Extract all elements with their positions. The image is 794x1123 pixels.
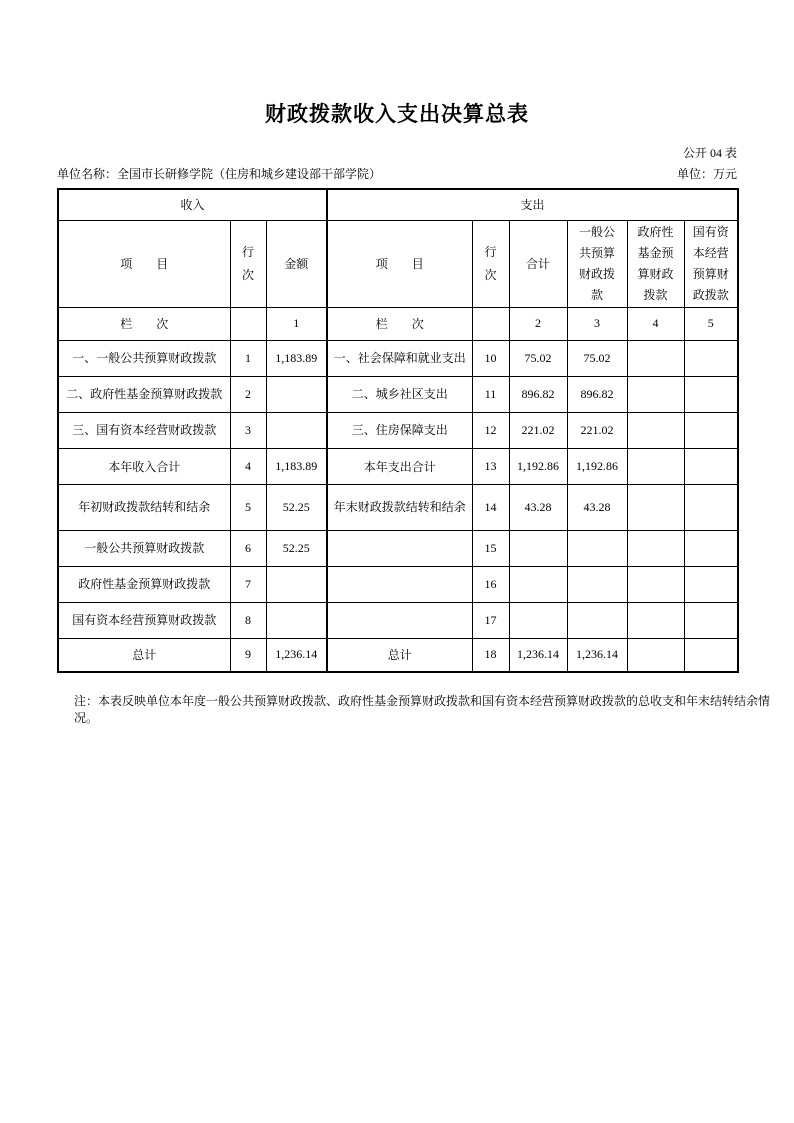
income-line-cell: 8 [230,602,266,638]
column-header-row [58,220,738,307]
income-item-cell: 本年收入合计 [58,448,230,484]
expense-item-cell: 二、城乡社区支出 [327,376,472,412]
gov-fund-cell [627,412,684,448]
income-section-header: 收入 [58,189,327,220]
amount-cell: 52.25 [266,530,327,566]
expense-item-cell: 一、社会保障和就业支出 [327,340,472,376]
gov-fund-cell [627,448,684,484]
state-capital-cell [684,484,738,530]
amount-cell: 1,236.14 [266,638,327,672]
col-header-gov-fund-budget-text: 政府性基金预算财政拨款 [637,224,674,302]
total-cell: 896.82 [509,376,567,412]
expense-line-cell: 17 [472,602,509,638]
gov-fund-cell [627,566,684,602]
income-line-cell: 2 [230,376,266,412]
table-row [58,566,738,602]
total-cell: 43.28 [509,484,567,530]
expense-line-cell: 15 [472,530,509,566]
column-index-row [58,307,738,340]
income-line-cell: 7 [230,566,266,602]
total-cell [509,566,567,602]
amount-cell: 52.25 [266,484,327,530]
state-capital-cell [684,376,738,412]
index-general: 3 [567,307,627,340]
col-header-income-line-text: 行次 [241,244,254,282]
index-income-line [230,307,266,340]
col-header-expense-line-text: 行次 [484,244,497,282]
state-capital-cell [684,602,738,638]
expense-item-cell: 总计 [327,638,472,672]
expense-section-header: 支出 [327,189,738,220]
page-title: 财政拨款收入支出决算总表 [265,102,529,126]
general-cell [567,566,627,602]
table-row [58,340,738,376]
index-gov-fund: 4 [627,307,684,340]
income-item-cell: 国有资本经营预算财政拨款 [58,602,230,638]
general-cell: 1,236.14 [567,638,627,672]
table-row [58,412,738,448]
unit-label: 单位：万元 [676,167,737,181]
gov-fund-cell [627,376,684,412]
amount-cell [266,376,327,412]
total-cell: 1,192.86 [509,448,567,484]
section-header-row [58,189,738,220]
expense-line-cell: 11 [472,376,509,412]
state-capital-cell [684,448,738,484]
amount-cell: 1,183.89 [266,340,327,376]
col-header-expense-item: 项 目 [327,220,472,307]
general-cell [567,602,627,638]
expense-line-cell: 18 [472,638,509,672]
income-line-cell: 1 [230,340,266,376]
state-capital-cell [684,566,738,602]
expense-item-cell [327,566,472,602]
amount-cell [266,566,327,602]
table-code: 公开 04 表 [682,146,737,160]
gov-fund-cell [627,340,684,376]
general-cell: 1,192.86 [567,448,627,484]
general-cell [567,530,627,566]
state-capital-cell [684,638,738,672]
general-cell: 896.82 [567,376,627,412]
income-line-cell: 9 [230,638,266,672]
col-header-income-line [230,220,266,307]
income-item-cell: 二、政府性基金预算财政拨款 [58,376,230,412]
index-income-label: 栏 次 [58,307,230,340]
col-header-expense-line [472,220,509,307]
general-cell: 75.02 [567,340,627,376]
col-header-total: 合计 [509,220,567,307]
total-cell: 1,236.14 [509,638,567,672]
table-row-subtotal [58,448,738,484]
amount-cell [266,602,327,638]
income-item-cell: 一、一般公共预算财政拨款 [58,340,230,376]
col-header-state-capital-budget [684,220,738,307]
expense-line-cell: 12 [472,412,509,448]
table-row [58,376,738,412]
expense-item-cell [327,602,472,638]
amount-cell [266,412,327,448]
table-row-grand-total [58,638,738,672]
index-expense-line [472,307,509,340]
col-header-general-budget-text: 一般公共预算财政拨款 [579,224,616,302]
col-header-income-item: 项 目 [58,220,230,307]
income-item-cell: 政府性基金预算财政拨款 [58,566,230,602]
total-cell [509,530,567,566]
general-cell: 43.28 [567,484,627,530]
col-header-gov-fund-budget [627,220,684,307]
table-row [58,602,738,638]
state-capital-cell [684,530,738,566]
col-header-general-budget [567,220,627,307]
income-item-cell: 三、国有资本经营财政拨款 [58,412,230,448]
state-capital-cell [684,340,738,376]
income-line-cell: 6 [230,530,266,566]
table-note: 注：本表反映单位本年度一般公共预算财政拨款、政府性基金预算财政拨款和国有资本经营预算财政拨款的总收支和年末结转结余情况。 [74,694,771,725]
total-cell: 75.02 [509,340,567,376]
expense-item-cell: 三、住房保障支出 [327,412,472,448]
income-line-cell: 4 [230,448,266,484]
income-line-cell: 5 [230,484,266,530]
col-header-state-capital-budget-text: 国有资本经营预算财政拨款 [692,224,729,302]
gov-fund-cell [627,484,684,530]
income-item-cell: 年初财政拨款结转和结余 [58,484,230,530]
expense-item-cell: 本年支出合计 [327,448,472,484]
gov-fund-cell [627,530,684,566]
expense-line-cell: 16 [472,566,509,602]
amount-cell: 1,183.89 [266,448,327,484]
gov-fund-cell [627,602,684,638]
meta-row [57,165,737,182]
index-total: 2 [509,307,567,340]
expense-line-cell: 14 [472,484,509,530]
index-state-capital: 5 [684,307,738,340]
fiscal-appropriation-summary-table [57,188,739,673]
col-header-amount: 金额 [266,220,327,307]
expense-item-cell: 年末财政拨款结转和结余 [327,484,472,530]
gov-fund-cell [627,638,684,672]
state-capital-cell [684,412,738,448]
total-cell [509,602,567,638]
unit-name: 单位名称：全国市长研修学院（住房和城乡建设部干部学院） [57,167,382,181]
general-cell: 221.02 [567,412,627,448]
income-item-cell: 一般公共预算财政拨款 [58,530,230,566]
income-item-cell: 总计 [58,638,230,672]
index-amount: 1 [266,307,327,340]
table-row [58,484,738,530]
expense-line-cell: 10 [472,340,509,376]
index-expense-label: 栏 次 [327,307,472,340]
total-cell: 221.02 [509,412,567,448]
expense-item-cell [327,530,472,566]
expense-line-cell: 13 [472,448,509,484]
table-row [58,530,738,566]
income-line-cell: 3 [230,412,266,448]
